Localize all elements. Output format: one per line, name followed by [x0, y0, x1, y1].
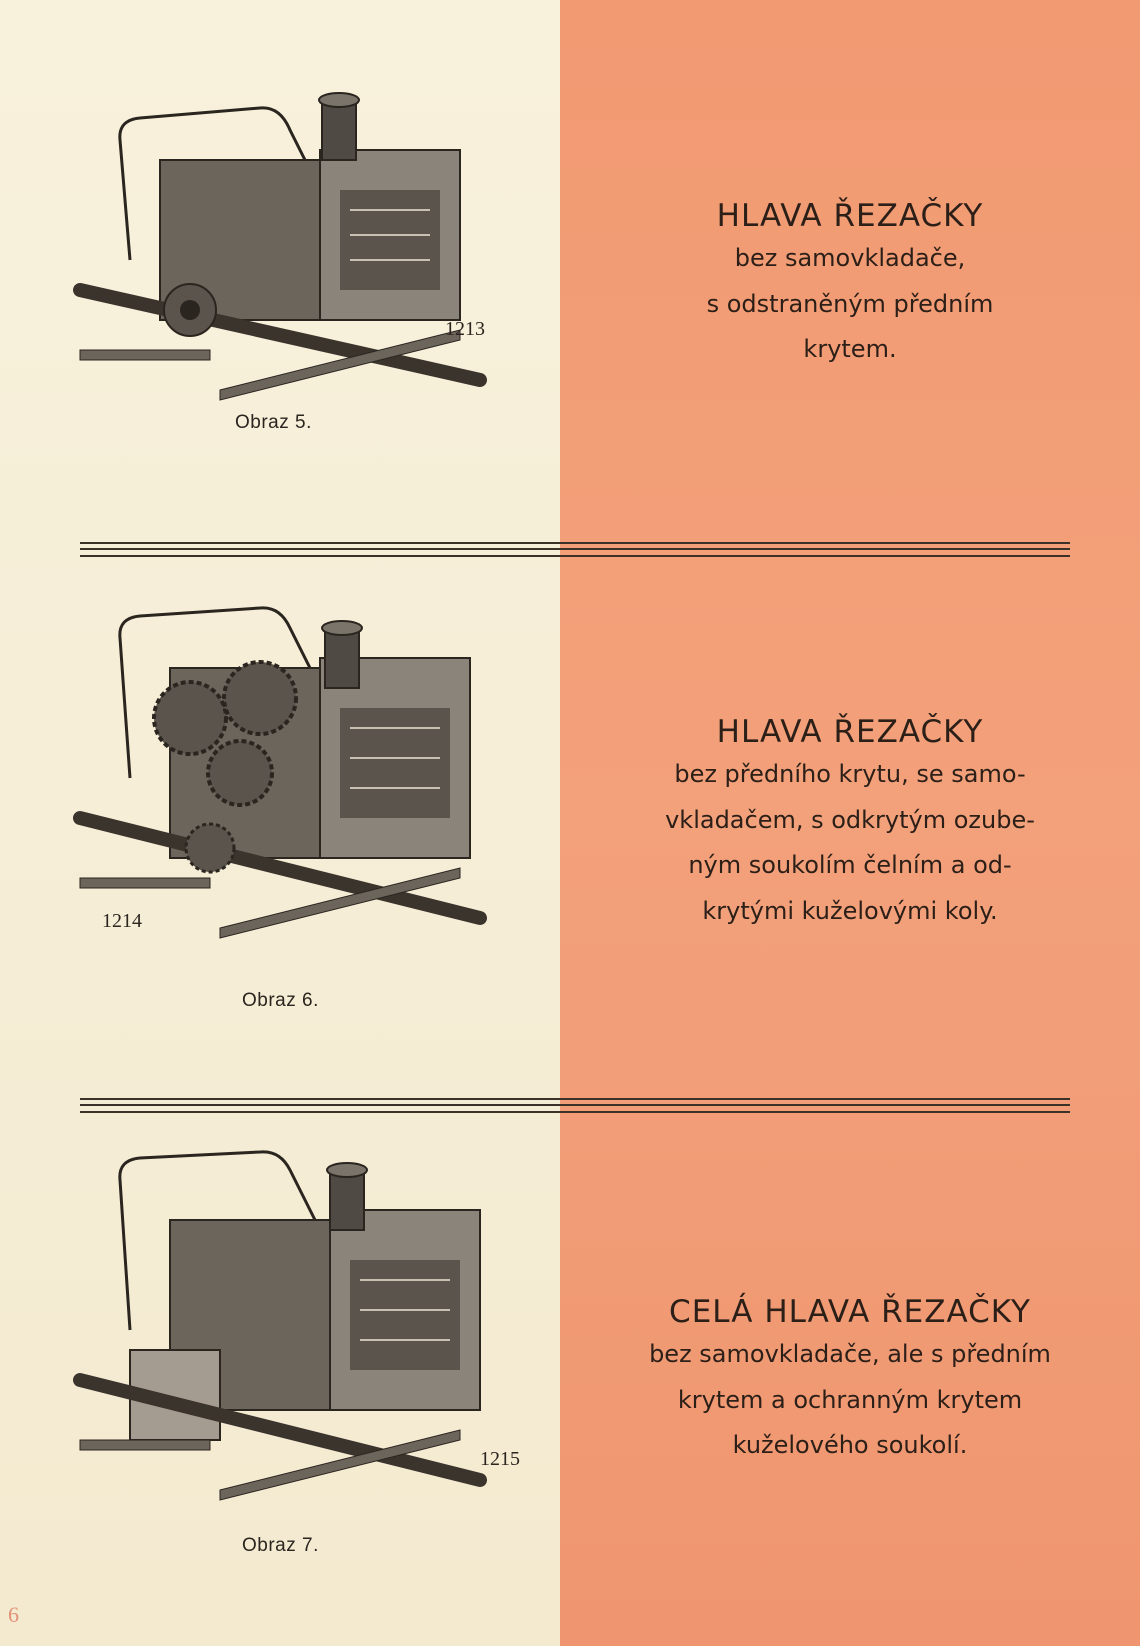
machine-illustration-1	[60, 60, 530, 460]
description-line: krytem.	[803, 335, 897, 364]
description-line: kuželového soukolí.	[732, 1431, 968, 1460]
description-title: HLAVA ŘEZAČKY	[716, 198, 984, 234]
section-divider	[80, 542, 1070, 558]
section-divider	[80, 1098, 1070, 1114]
figure-caption: Obraz 7.	[242, 1535, 319, 1556]
figure-number: 1213	[445, 318, 485, 340]
description-block-2	[630, 712, 1070, 935]
page-number: 6	[8, 1602, 19, 1627]
description-block-1	[630, 196, 1070, 373]
figure-caption: Obraz 5.	[235, 412, 312, 433]
description-line: krytými kuželovými koly.	[702, 897, 998, 926]
description-block-3	[630, 1292, 1070, 1469]
figure-caption: Obraz 6.	[242, 990, 319, 1011]
figure-number: 1214	[102, 910, 142, 932]
description-line: bez samovkladače, ale s předním	[649, 1340, 1051, 1369]
description-line: krytem a ochranným krytem	[677, 1385, 1023, 1414]
description-line: ným soukolím čelním a od-	[688, 851, 1012, 880]
figure-number: 1215	[480, 1448, 520, 1470]
description-line: vkladačem, s odkrytým ozube-	[665, 805, 1035, 834]
description-title: HLAVA ŘEZAČKY	[716, 714, 984, 750]
description-line: bez samovkladače,	[734, 244, 966, 273]
machine-illustration-2	[60, 598, 530, 1011]
machine-illustration-3	[60, 1150, 530, 1556]
description-title: CELÁ HLAVA ŘEZAČKY	[669, 1294, 1031, 1330]
description-line: s odstraněným předním	[706, 289, 994, 318]
description-line: bez předního krytu, se samo-	[674, 760, 1026, 789]
